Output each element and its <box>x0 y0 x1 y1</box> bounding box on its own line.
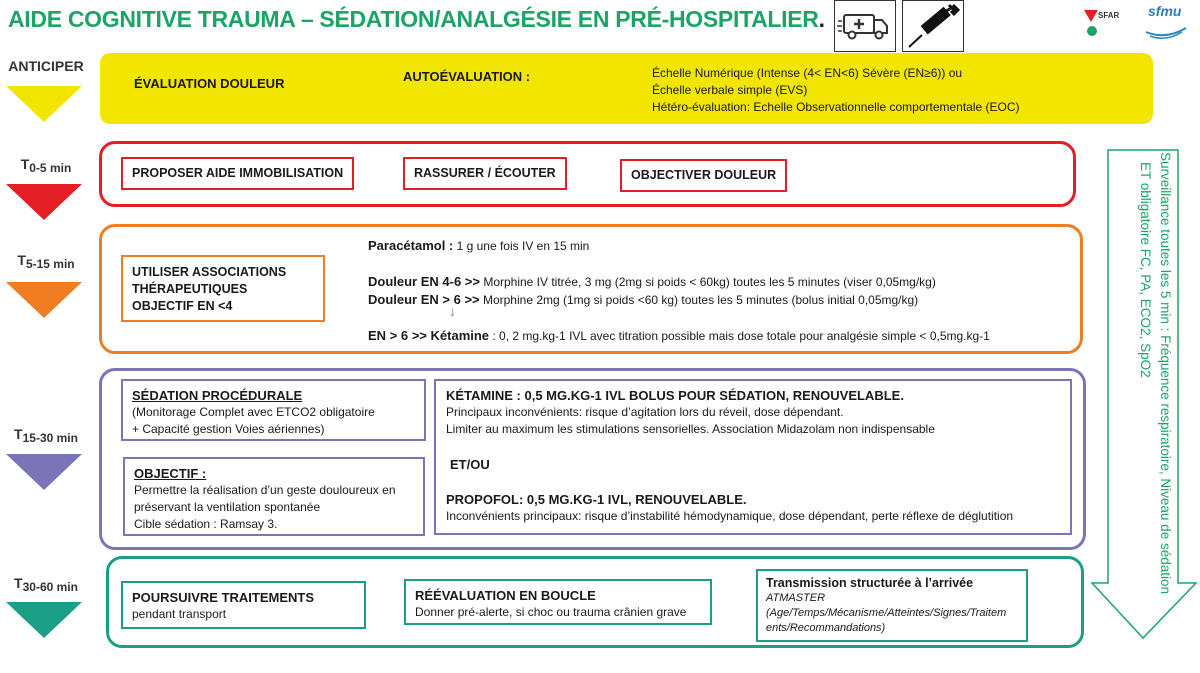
objectif-title: OBJECTIF : <box>134 466 207 481</box>
sedation-line: (Monitorage Complet avec ETCO2 obligatoire <box>132 405 375 419</box>
ketamine-line: EN > 6 >> Kétamine : 0, 2 mg.kg-1 IVL avec titration possible mais dose totale pour analgésie simple < 0,5mg.kg-1 <box>368 328 990 343</box>
title-dot: . <box>818 6 825 32</box>
t30-panel <box>106 556 1084 648</box>
phase-label-t15: $T_{15-30 min}$ <box>14 426 78 445</box>
phase-label-anticiper: ANTICIPER <box>8 58 84 74</box>
phase-label-t0: $T_{0-5 min}$ <box>20 156 72 175</box>
t5-panel <box>99 224 1083 354</box>
transmission-line: ents/Recommandations) <box>766 622 886 634</box>
ambulance-icon <box>834 0 896 52</box>
sfar-logo-text: SFAR <box>1098 11 1120 20</box>
transmission-box <box>756 569 1028 642</box>
anticiper-panel <box>100 53 1153 124</box>
goal-line: UTILISER ASSOCIATIONS <box>132 265 287 279</box>
propofol-line: Inconvénients principaux: risque d’instabilité hémodynamique, dose dépendant, perte réflexe de déglutition <box>446 509 1014 523</box>
transmission-title: Transmission structurée à l’arrivée <box>766 576 974 590</box>
phase-arrow-t30 <box>6 602 82 638</box>
sedation-line: + Capacité gestion Voies aériennes) <box>132 422 325 436</box>
t15-panel <box>99 368 1086 550</box>
phase-label-t30: $T_{30-60 min}$ <box>14 575 78 594</box>
associations-box <box>121 255 325 322</box>
t0-panel <box>99 141 1076 207</box>
propofol-title: PROPOFOL: 0,5 MG.KG-1 IVL, RENOUVELABLE. <box>446 492 747 507</box>
scale-item: Hétéro-évaluation: Echelle Observationnelle comportementale (EOC) <box>652 100 1020 114</box>
rassurer-box: RASSURER / ÉCOUTER <box>403 157 567 190</box>
objectif-line: Cible sédation : Ramsay 3. <box>134 517 278 531</box>
eval-douleur-label: ÉVALUATION DOULEUR <box>134 76 285 91</box>
immobilisation-box: PROPOSER AIDE IMMOBILISATION <box>121 157 354 190</box>
phase-label-t5: $T_{5-15 min}$ <box>17 252 75 271</box>
goal-line: OBJECTIF EN <4 <box>132 299 233 313</box>
down-arrow-icon: ↓ <box>449 303 456 319</box>
syringe-icon <box>902 0 964 52</box>
phase-arrow-t15 <box>6 454 82 490</box>
title-text: AIDE COGNITIVE TRAUMA – SÉDATION/ANALGÉSIE EN PRÉ-HOSPITALIER <box>8 6 819 32</box>
scale-item: Échelle Numérique (Intense (4< EN<6) Sévère (EN≥6)) ou <box>652 66 963 80</box>
scale-item: Échelle verbale simple (EVS) <box>652 83 808 97</box>
transmission-line: (Age/Temps/Mécanisme/Atteintes/Signes/Traitem <box>766 607 1007 619</box>
poursuivre-text: pendant transport <box>132 607 227 621</box>
reevaluation-title: RÉÉVALUATION EN BOUCLE <box>415 588 596 603</box>
surveillance-line: Surveillance toutes les 5 min : Fréquence respiratoire, Niveau de sédation <box>1158 152 1173 594</box>
ketamine-line: Limiter au maximum les stimulations sensorielles. Association Midazolam non indispensable <box>446 422 935 436</box>
autoevaluation-label: AUTOÉVALUATION : <box>403 69 531 84</box>
poursuivre-box <box>121 581 366 629</box>
ketamine-propofol-box <box>434 379 1072 535</box>
scale-list <box>652 65 1020 116</box>
sfar-logo <box>1078 4 1126 38</box>
surveillance-text <box>1103 152 1183 612</box>
ketamine-title: KÉTAMINE : 0,5 MG.KG-1 IVL BOLUS POUR SÉDATION, RENOUVELABLE. <box>446 388 904 403</box>
reevaluation-box <box>404 579 712 625</box>
et-ou-label: ET/OU <box>450 457 490 472</box>
reevaluation-text: Donner pré-alerte, si choc ou trauma crânien grave <box>415 605 687 619</box>
objectif-box <box>123 457 425 536</box>
page-title <box>8 6 825 33</box>
douleur-en6-line: Douleur EN > 6 >> Morphine 2mg (1mg si poids <60 kg) toutes les 5 minutes (bolus initial 0,05mg/kg) <box>368 292 919 307</box>
phase-arrow-t0 <box>6 184 82 220</box>
sedation-procedurale-box <box>121 379 426 441</box>
objectif-line: Permettre la réalisation d’un geste douloureux en <box>134 483 396 497</box>
douleur-en46-line: Douleur EN 4-6 >> Morphine IV titrée, 3 mg (2mg si poids < 60kg) toutes les 5 minutes (viser 0,05mg/kg) <box>368 274 936 289</box>
objectiver-box: OBJECTIVER DOULEUR <box>620 159 787 192</box>
paracetamol-line: Paracétamol : 1 g une fois IV en 15 min <box>368 238 590 253</box>
phase-arrow-anticiper <box>6 86 82 122</box>
transmission-line: ATMASTER <box>766 592 826 604</box>
poursuivre-title: POURSUIVRE TRAITEMENTS <box>132 590 315 605</box>
sfmu-logo <box>1140 2 1192 40</box>
objectif-line: préservant la ventilation spontanée <box>134 500 321 514</box>
goal-line: THÉRAPEUTIQUES <box>132 282 248 296</box>
sedation-title: SÉDATION PROCÉDURALE <box>132 388 303 403</box>
sfmu-logo-text: sfmu <box>1148 3 1182 19</box>
surveillance-line: ET obligatoire FC, PA, ECO2, SpO2 <box>1138 162 1153 378</box>
ketamine-line: Principaux inconvénients: risque d’agitation lors du réveil, dose dépendant. <box>446 405 844 419</box>
phase-arrow-t5 <box>6 282 82 318</box>
